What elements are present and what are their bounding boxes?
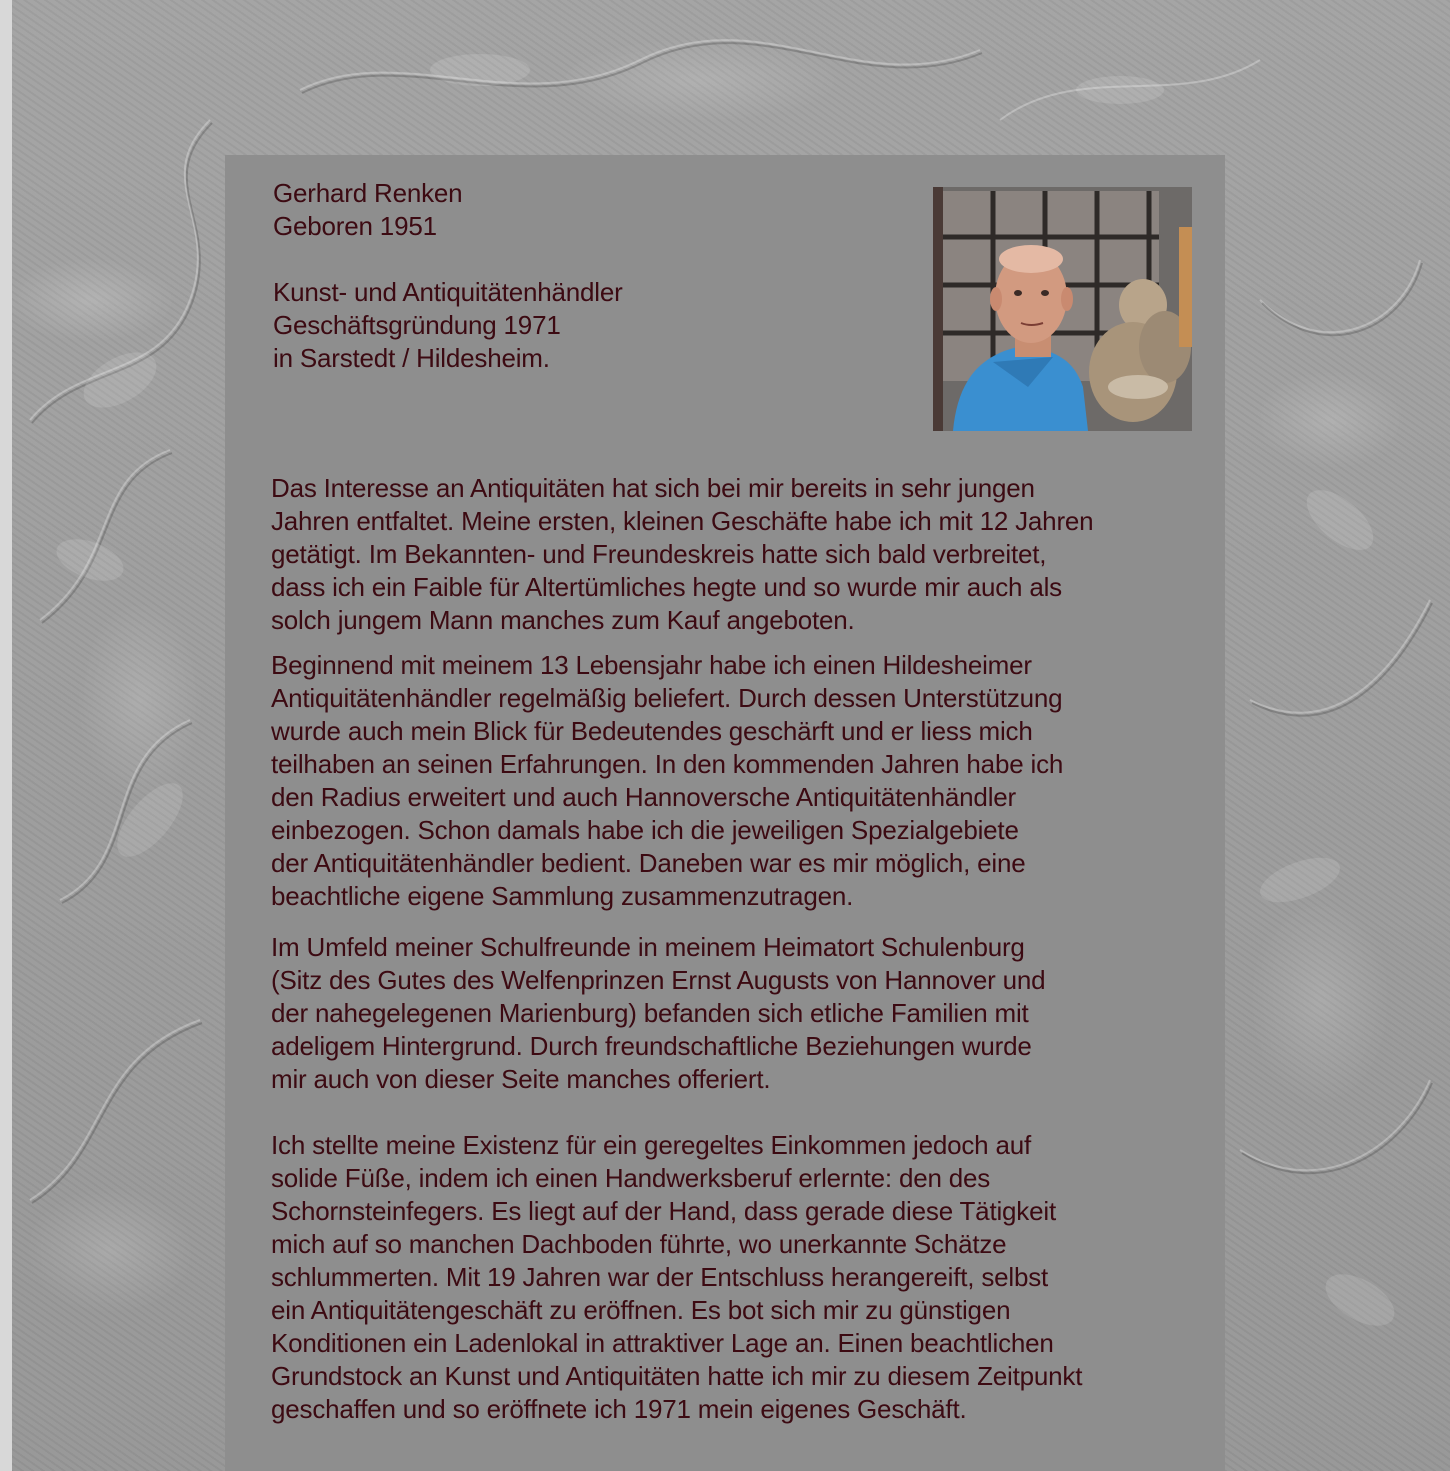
paragraph-2: Beginnend mit meinem 13 Lebensjahr habe ich einen Hildesheimer Antiquitätenhändler regelmäßig beliefert. Durch dessen Unterstützung wurde auch mein Blick für Bedeutendes geschärft und er liess mich teilhaben an seinen Erfahrungen. In den kommenden Jahren habe ich den Radius erweitert und auch Hannoversche Antiquitätenhändler einbezogen. Schon damals habe ich die jeweiligen Spezialgebiete der Antiquitätenhändler bedient. Daneben war es mir möglich, eine beachtliche eigene Sammlung zusammenzutragen.	[271, 650, 1064, 911]
portrait-photo	[933, 187, 1192, 431]
profession: Kunst- und Antiquitätenhändler	[273, 277, 623, 307]
founding-year: Geschäftsgründung 1971	[273, 310, 561, 340]
portrait-photo-icon	[933, 187, 1192, 431]
birth-year: Geboren 1951	[273, 211, 437, 241]
person-name: Gerhard Renken	[273, 178, 463, 208]
business-location: in Sarstedt / Hildesheim.	[273, 343, 550, 373]
page-left-edge	[0, 0, 12, 1471]
paragraph-4: Ich stellte meine Existenz für ein geregeltes Einkommen jedoch auf solide Füße, indem ich einen Handwerksberuf erlernte: den des Schornsteinfegers. Es liegt auf der Hand, dass gerade diese Tätigkeit mich auf so manchen Dachboden führte, wo unerkannte Schätze schlummerten. Mit 19 Jahren war der Entschluss herangereift, selbst ein Antiquitätengeschäft zu eröffnen. Es bot sich mir zu günstigen Konditionen ein Ladenlokal in attraktiver Lage an. Einen beachtlichen Grundstock an Kunst und Antiquitäten hatte ich mir zu diesem Zeitpunkt geschaffen und so eröffnete ich 1971 mein eigenes Geschäft.	[271, 1130, 1083, 1424]
paragraph-1: Das Interesse an Antiquitäten hat sich bei mir bereits in sehr jungen Jahren entfaltet. Meine ersten, kleinen Geschäfte habe ich mit 12 Jahren getätigt. Im Bekannten- und Freundeskreis hatte sich bald verbreitet, dass ich ein Faible für Altertümliches hegte und so wurde mir auch als solch jungem Mann manches zum Kauf angeboten.	[271, 473, 1094, 635]
biography-text	[271, 472, 1211, 1426]
content-panel	[225, 155, 1225, 1471]
header-block	[273, 177, 893, 375]
paragraph-3: Im Umfeld meiner Schulfreunde in meinem Heimatort Schulenburg (Sitz des Gutes des Welfenprinzen Ernst Augusts von Hannover und der nahegelegenen Marienburg) befanden sich etliche Familien mit adeligem Hintergrund. Durch freundschaftliche Beziehungen wurde mir auch von dieser Seite manches offeriert.	[271, 932, 1046, 1094]
